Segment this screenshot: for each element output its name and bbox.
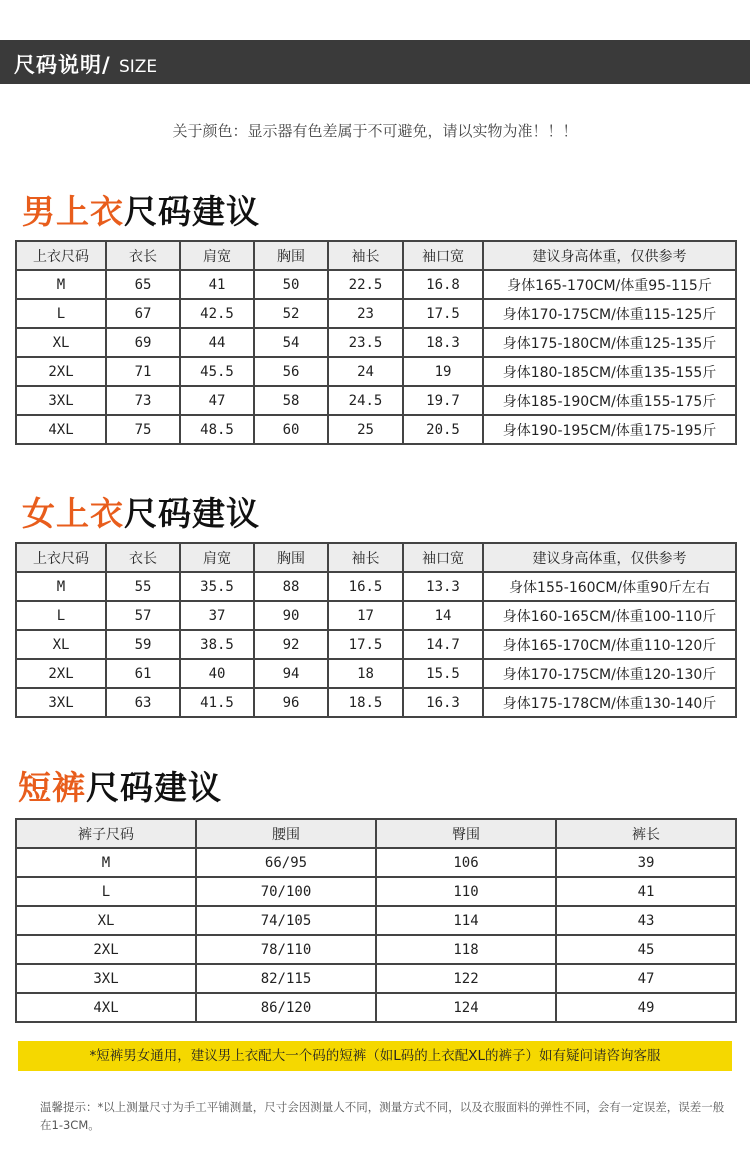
table-cell: 71 <box>106 357 180 386</box>
table-cell: 19 <box>403 357 483 386</box>
size-label-cell: XL <box>16 906 196 935</box>
men-section-title <box>22 186 260 233</box>
table-cell: 74/105 <box>196 906 376 935</box>
table-row <box>16 935 736 964</box>
size-header-title <box>14 49 157 79</box>
size-label-cell: 4XL <box>16 415 106 444</box>
column-header: 裤子尺码 <box>16 819 196 848</box>
table-cell: 41 <box>556 877 736 906</box>
size-label-cell: M <box>16 270 106 299</box>
column-header: 腰围 <box>196 819 376 848</box>
table-cell: 17 <box>328 601 403 630</box>
size-label-cell: L <box>16 601 106 630</box>
table-row <box>16 601 736 630</box>
table-cell: 39 <box>556 848 736 877</box>
shorts-title-highlight: 短裤 <box>18 768 86 807</box>
table-cell: 25 <box>328 415 403 444</box>
table-cell: 60 <box>254 415 328 444</box>
table-cell: 61 <box>106 659 180 688</box>
table-cell: 52 <box>254 299 328 328</box>
men-title-rest: 尺码建议 <box>124 192 260 231</box>
table-cell: 92 <box>254 630 328 659</box>
table-cell: 18 <box>328 659 403 688</box>
table-cell: 身体175-180CM/体重125-135斤 <box>483 328 736 357</box>
table-cell: 94 <box>254 659 328 688</box>
column-header: 上衣尺码 <box>16 543 106 572</box>
table-cell: 35.5 <box>180 572 254 601</box>
column-header: 袖长 <box>328 241 403 270</box>
size-label-cell: L <box>16 299 106 328</box>
table-cell: 67 <box>106 299 180 328</box>
size-label-cell: 4XL <box>16 993 196 1022</box>
table-cell: 16.5 <box>328 572 403 601</box>
table-cell: 14 <box>403 601 483 630</box>
table-cell: 49 <box>556 993 736 1022</box>
table-row <box>16 328 736 357</box>
size-label-cell: 2XL <box>16 935 196 964</box>
table-cell: 38.5 <box>180 630 254 659</box>
table-cell: 59 <box>106 630 180 659</box>
table-cell: 14.7 <box>403 630 483 659</box>
table-cell: 58 <box>254 386 328 415</box>
women-title-rest: 尺码建议 <box>124 494 260 533</box>
table-cell: 37 <box>180 601 254 630</box>
table-cell: 106 <box>376 848 556 877</box>
table-cell: 19.7 <box>403 386 483 415</box>
table-cell: 118 <box>376 935 556 964</box>
size-label-cell: M <box>16 848 196 877</box>
table-cell: 身体165-170CM/体重95-115斤 <box>483 270 736 299</box>
shorts-title-rest: 尺码建议 <box>86 768 222 807</box>
table-cell: 73 <box>106 386 180 415</box>
table-cell: 70/100 <box>196 877 376 906</box>
table-cell: 57 <box>106 601 180 630</box>
table-row <box>16 964 736 993</box>
table-row <box>16 659 736 688</box>
size-label-cell: 3XL <box>16 964 196 993</box>
shorts-unisex-note: *短裤男女通用，建议男上衣配大一个码的短裤（如L码的上衣配XL的裤子）如有疑问请咨询客服 <box>18 1041 732 1071</box>
column-header: 臀围 <box>376 819 556 848</box>
table-cell: 41 <box>180 270 254 299</box>
table-cell: 身体170-175CM/体重115-125斤 <box>483 299 736 328</box>
table-header-row <box>16 819 736 848</box>
table-cell: 16.3 <box>403 688 483 717</box>
table-cell: 48.5 <box>180 415 254 444</box>
size-label-cell: L <box>16 877 196 906</box>
size-label-cell: 2XL <box>16 357 106 386</box>
table-cell: 17.5 <box>328 630 403 659</box>
table-cell: 43 <box>556 906 736 935</box>
header-title-cn: 尺码说明 <box>14 53 102 77</box>
table-row <box>16 848 736 877</box>
column-header: 建议身高体重，仅供参考 <box>483 543 736 572</box>
column-header: 袖口宽 <box>403 543 483 572</box>
table-cell: 124 <box>376 993 556 1022</box>
column-header: 衣长 <box>106 543 180 572</box>
table-row <box>16 906 736 935</box>
table-row <box>16 270 736 299</box>
table-cell: 40 <box>180 659 254 688</box>
table-cell: 20.5 <box>403 415 483 444</box>
women-size-table <box>15 542 737 718</box>
table-cell: 13.3 <box>403 572 483 601</box>
table-row <box>16 299 736 328</box>
column-header: 裤长 <box>556 819 736 848</box>
table-cell: 90 <box>254 601 328 630</box>
shorts-size-table <box>15 818 737 1023</box>
table-row <box>16 357 736 386</box>
column-header: 上衣尺码 <box>16 241 106 270</box>
measurement-tip-label: 温馨提示： <box>40 1100 98 1114</box>
column-header: 衣长 <box>106 241 180 270</box>
table-cell: 122 <box>376 964 556 993</box>
men-title-highlight: 男上衣 <box>22 192 124 231</box>
table-cell: 44 <box>180 328 254 357</box>
table-cell: 50 <box>254 270 328 299</box>
table-cell: 54 <box>254 328 328 357</box>
column-header: 建议身高体重，仅供参考 <box>483 241 736 270</box>
table-cell: 身体170-175CM/体重120-130斤 <box>483 659 736 688</box>
size-label-cell: 3XL <box>16 386 106 415</box>
column-header: 袖口宽 <box>403 241 483 270</box>
table-cell: 55 <box>106 572 180 601</box>
measurement-tip <box>40 1098 730 1134</box>
table-cell: 56 <box>254 357 328 386</box>
size-header-bar <box>0 40 750 84</box>
table-cell: 86/120 <box>196 993 376 1022</box>
size-label-cell: XL <box>16 328 106 357</box>
column-header: 胸围 <box>254 241 328 270</box>
color-disclaimer: 关于颜色：显示器有色差属于不可避免，请以实物为准！！！ <box>172 122 578 140</box>
women-section-title <box>22 488 260 535</box>
table-row <box>16 415 736 444</box>
table-cell: 18.3 <box>403 328 483 357</box>
table-row <box>16 572 736 601</box>
table-header-row <box>16 241 736 270</box>
men-size-table <box>15 240 737 445</box>
table-cell: 身体180-185CM/体重135-155斤 <box>483 357 736 386</box>
size-label-cell: 2XL <box>16 659 106 688</box>
table-cell: 114 <box>376 906 556 935</box>
table-cell: 66/95 <box>196 848 376 877</box>
table-cell: 78/110 <box>196 935 376 964</box>
table-cell: 110 <box>376 877 556 906</box>
header-slash: / <box>102 53 111 77</box>
table-cell: 23.5 <box>328 328 403 357</box>
table-cell: 身体190-195CM/体重175-195斤 <box>483 415 736 444</box>
table-cell: 身体155-160CM/体重90斤左右 <box>483 572 736 601</box>
table-row <box>16 688 736 717</box>
table-cell: 18.5 <box>328 688 403 717</box>
table-cell: 身体165-170CM/体重110-120斤 <box>483 630 736 659</box>
table-cell: 身体175-178CM/体重130-140斤 <box>483 688 736 717</box>
table-cell: 82/115 <box>196 964 376 993</box>
table-cell: 47 <box>180 386 254 415</box>
header-title-en: SIZE <box>118 57 158 77</box>
table-header-row <box>16 543 736 572</box>
table-cell: 身体185-190CM/体重155-175斤 <box>483 386 736 415</box>
table-cell: 47 <box>556 964 736 993</box>
table-cell: 16.8 <box>403 270 483 299</box>
table-cell: 69 <box>106 328 180 357</box>
size-label-cell: 3XL <box>16 688 106 717</box>
table-row <box>16 386 736 415</box>
table-cell: 42.5 <box>180 299 254 328</box>
table-row <box>16 877 736 906</box>
shorts-section-title <box>18 762 222 809</box>
table-cell: 22.5 <box>328 270 403 299</box>
table-cell: 96 <box>254 688 328 717</box>
table-cell: 65 <box>106 270 180 299</box>
table-cell: 身体160-165CM/体重100-110斤 <box>483 601 736 630</box>
table-cell: 41.5 <box>180 688 254 717</box>
column-header: 肩宽 <box>180 543 254 572</box>
table-cell: 24 <box>328 357 403 386</box>
size-label-cell: XL <box>16 630 106 659</box>
column-header: 袖长 <box>328 543 403 572</box>
table-cell: 45 <box>556 935 736 964</box>
table-cell: 88 <box>254 572 328 601</box>
table-row <box>16 630 736 659</box>
table-cell: 15.5 <box>403 659 483 688</box>
table-cell: 23 <box>328 299 403 328</box>
column-header: 胸围 <box>254 543 328 572</box>
table-cell: 63 <box>106 688 180 717</box>
table-cell: 45.5 <box>180 357 254 386</box>
women-title-highlight: 女上衣 <box>22 494 124 533</box>
measurement-tip-text: *以上测量尺寸为手工平铺测量，尺寸会因测量人不同，测量方式不同，以及衣服面料的弹性不同，会有一定误差，误差一般在1-3CM。 <box>40 1100 725 1132</box>
column-header: 肩宽 <box>180 241 254 270</box>
size-label-cell: M <box>16 572 106 601</box>
table-row <box>16 993 736 1022</box>
table-cell: 24.5 <box>328 386 403 415</box>
table-cell: 75 <box>106 415 180 444</box>
table-cell: 17.5 <box>403 299 483 328</box>
